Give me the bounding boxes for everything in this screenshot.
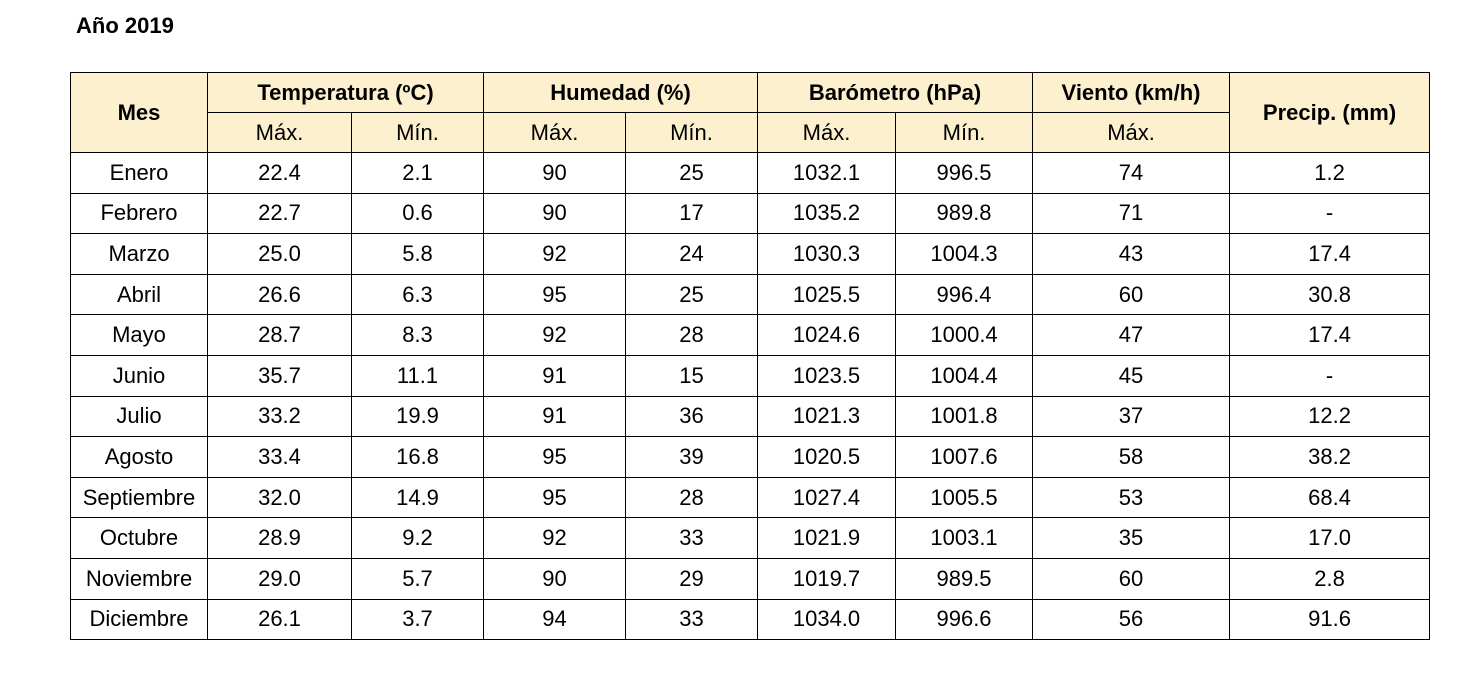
cell-bar-min: 989.5 — [896, 558, 1033, 599]
cell-precip: 12.2 — [1230, 396, 1430, 437]
table-row — [71, 477, 1430, 518]
cell-mes: Julio — [71, 396, 208, 437]
cell-temp-max: 25.0 — [208, 234, 352, 275]
header-hum-max: Máx. — [484, 113, 626, 153]
header-row-subcolumns — [71, 113, 1430, 153]
cell-mes: Noviembre — [71, 558, 208, 599]
cell-temp-max: 26.1 — [208, 599, 352, 640]
cell-hum-max: 92 — [484, 518, 626, 559]
cell-precip: 2.8 — [1230, 558, 1430, 599]
cell-viento-max: 45 — [1033, 355, 1230, 396]
cell-bar-min: 1003.1 — [896, 518, 1033, 559]
cell-temp-min: 19.9 — [352, 396, 484, 437]
header-hum-min: Mín. — [626, 113, 758, 153]
cell-temp-min: 11.1 — [352, 355, 484, 396]
cell-hum-min: 33 — [626, 518, 758, 559]
cell-bar-max: 1030.3 — [758, 234, 896, 275]
cell-viento-max: 43 — [1033, 234, 1230, 275]
cell-bar-max: 1034.0 — [758, 599, 896, 640]
cell-hum-max: 90 — [484, 558, 626, 599]
cell-precip: 38.2 — [1230, 437, 1430, 478]
cell-hum-max: 94 — [484, 599, 626, 640]
cell-mes: Diciembre — [71, 599, 208, 640]
table-row — [71, 193, 1430, 234]
cell-bar-min: 996.6 — [896, 599, 1033, 640]
cell-bar-max: 1023.5 — [758, 355, 896, 396]
cell-hum-min: 25 — [626, 274, 758, 315]
cell-temp-min: 8.3 — [352, 315, 484, 356]
header-temp-max: Máx. — [208, 113, 352, 153]
table-row — [71, 396, 1430, 437]
weather-table — [70, 72, 1430, 640]
cell-temp-max: 33.4 — [208, 437, 352, 478]
cell-temp-max: 22.7 — [208, 193, 352, 234]
cell-precip: 17.0 — [1230, 518, 1430, 559]
cell-hum-min: 17 — [626, 193, 758, 234]
cell-hum-max: 95 — [484, 437, 626, 478]
cell-temp-min: 0.6 — [352, 193, 484, 234]
cell-hum-min: 33 — [626, 599, 758, 640]
cell-temp-min: 9.2 — [352, 518, 484, 559]
cell-hum-max: 90 — [484, 153, 626, 194]
cell-viento-max: 60 — [1033, 558, 1230, 599]
cell-viento-max: 58 — [1033, 437, 1230, 478]
cell-mes: Mayo — [71, 315, 208, 356]
cell-hum-max: 91 — [484, 355, 626, 396]
cell-temp-min: 5.7 — [352, 558, 484, 599]
cell-hum-min: 28 — [626, 477, 758, 518]
header-bar-min: Mín. — [896, 113, 1033, 153]
header-viento: Viento (km/h) — [1033, 73, 1230, 113]
cell-temp-min: 2.1 — [352, 153, 484, 194]
cell-viento-max: 56 — [1033, 599, 1230, 640]
cell-bar-max: 1020.5 — [758, 437, 896, 478]
cell-hum-max: 92 — [484, 234, 626, 275]
cell-temp-min: 6.3 — [352, 274, 484, 315]
cell-hum-max: 92 — [484, 315, 626, 356]
cell-hum-max: 95 — [484, 477, 626, 518]
page-title: Año 2019 — [76, 13, 174, 38]
table-row — [71, 274, 1430, 315]
table-row — [71, 315, 1430, 356]
cell-bar-max: 1019.7 — [758, 558, 896, 599]
table-row — [71, 518, 1430, 559]
cell-hum-min: 36 — [626, 396, 758, 437]
cell-viento-max: 74 — [1033, 153, 1230, 194]
header-row-groups — [71, 73, 1430, 113]
cell-hum-max: 95 — [484, 274, 626, 315]
cell-bar-min: 1001.8 — [896, 396, 1033, 437]
cell-mes: Junio — [71, 355, 208, 396]
table-row — [71, 437, 1430, 478]
cell-bar-max: 1021.9 — [758, 518, 896, 559]
cell-temp-max: 28.9 — [208, 518, 352, 559]
cell-temp-max: 35.7 — [208, 355, 352, 396]
table-row — [71, 558, 1430, 599]
cell-precip: 91.6 — [1230, 599, 1430, 640]
cell-temp-max: 28.7 — [208, 315, 352, 356]
cell-hum-min: 25 — [626, 153, 758, 194]
cell-mes: Febrero — [71, 193, 208, 234]
cell-mes: Octubre — [71, 518, 208, 559]
cell-bar-max: 1032.1 — [758, 153, 896, 194]
cell-temp-min: 5.8 — [352, 234, 484, 275]
cell-viento-max: 53 — [1033, 477, 1230, 518]
table-row — [71, 355, 1430, 396]
cell-temp-min: 14.9 — [352, 477, 484, 518]
cell-precip: 68.4 — [1230, 477, 1430, 518]
header-temperatura: Temperatura (ºC) — [208, 73, 484, 113]
cell-hum-min: 28 — [626, 315, 758, 356]
cell-bar-min: 1000.4 — [896, 315, 1033, 356]
cell-mes: Septiembre — [71, 477, 208, 518]
cell-bar-max: 1035.2 — [758, 193, 896, 234]
header-humedad: Humedad (%) — [484, 73, 758, 113]
cell-precip: 30.8 — [1230, 274, 1430, 315]
table-header — [71, 73, 1430, 153]
cell-precip: - — [1230, 355, 1430, 396]
cell-bar-min: 989.8 — [896, 193, 1033, 234]
cell-bar-min: 1005.5 — [896, 477, 1033, 518]
cell-hum-min: 15 — [626, 355, 758, 396]
table-body — [71, 153, 1430, 640]
cell-viento-max: 60 — [1033, 274, 1230, 315]
cell-mes: Agosto — [71, 437, 208, 478]
header-temp-min: Mín. — [352, 113, 484, 153]
cell-temp-max: 33.2 — [208, 396, 352, 437]
cell-precip: 1.2 — [1230, 153, 1430, 194]
cell-hum-max: 90 — [484, 193, 626, 234]
header-viento-max: Máx. — [1033, 113, 1230, 153]
cell-bar-min: 1004.4 — [896, 355, 1033, 396]
cell-bar-min: 996.5 — [896, 153, 1033, 194]
cell-hum-min: 29 — [626, 558, 758, 599]
cell-bar-max: 1025.5 — [758, 274, 896, 315]
cell-mes: Marzo — [71, 234, 208, 275]
cell-viento-max: 71 — [1033, 193, 1230, 234]
cell-viento-max: 37 — [1033, 396, 1230, 437]
cell-viento-max: 47 — [1033, 315, 1230, 356]
header-barometro: Barómetro (hPa) — [758, 73, 1033, 113]
cell-bar-min: 996.4 — [896, 274, 1033, 315]
cell-bar-min: 1007.6 — [896, 437, 1033, 478]
cell-hum-min: 39 — [626, 437, 758, 478]
cell-bar-max: 1024.6 — [758, 315, 896, 356]
table-row — [71, 234, 1430, 275]
table-row — [71, 599, 1430, 640]
cell-bar-max: 1027.4 — [758, 477, 896, 518]
cell-temp-min: 3.7 — [352, 599, 484, 640]
cell-temp-max: 22.4 — [208, 153, 352, 194]
cell-temp-max: 26.6 — [208, 274, 352, 315]
cell-mes: Enero — [71, 153, 208, 194]
cell-hum-min: 24 — [626, 234, 758, 275]
cell-temp-min: 16.8 — [352, 437, 484, 478]
cell-temp-max: 32.0 — [208, 477, 352, 518]
header-precip: Precip. (mm) — [1230, 73, 1430, 153]
cell-bar-max: 1021.3 — [758, 396, 896, 437]
cell-precip: - — [1230, 193, 1430, 234]
cell-hum-max: 91 — [484, 396, 626, 437]
cell-viento-max: 35 — [1033, 518, 1230, 559]
header-mes: Mes — [71, 73, 208, 153]
table-row — [71, 153, 1430, 194]
header-bar-max: Máx. — [758, 113, 896, 153]
cell-temp-max: 29.0 — [208, 558, 352, 599]
cell-precip: 17.4 — [1230, 315, 1430, 356]
cell-bar-min: 1004.3 — [896, 234, 1033, 275]
cell-precip: 17.4 — [1230, 234, 1430, 275]
cell-mes: Abril — [71, 274, 208, 315]
